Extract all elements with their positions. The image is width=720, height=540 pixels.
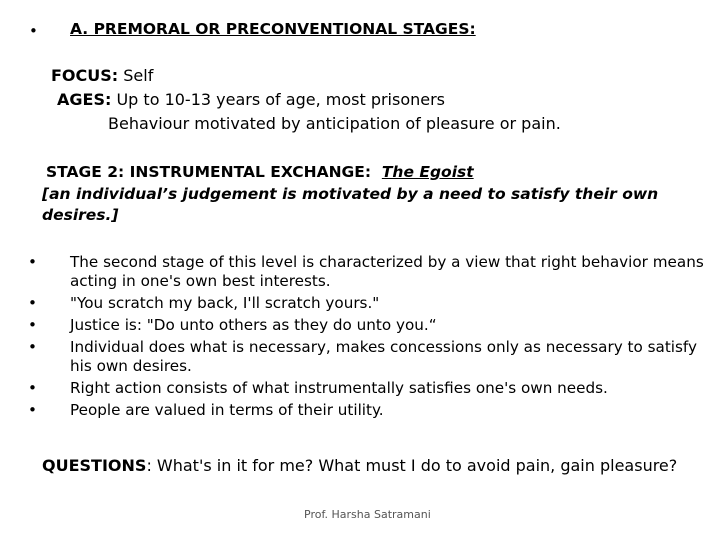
questions-line: [42, 456, 677, 475]
bullet-dot: •: [28, 338, 37, 356]
ages-value: Up to 10-13 years of age, most prisoners: [111, 90, 446, 109]
stage-note-line-2: desires.]: [42, 206, 119, 224]
list-item: • Justice is: "Do unto others as they do unto you.“: [28, 316, 437, 334]
list-item: • Individual does what is necessary, makes concessions only as necessary to satisfy his own desires.: [28, 338, 697, 375]
bullet-dot: •: [28, 294, 37, 312]
focus-value: Self: [118, 66, 154, 85]
questions-label: QUESTIONS: [42, 456, 147, 475]
behaviour-line: Behaviour motivated by anticipation of pleasure or pain.: [108, 114, 561, 133]
bullet-dot: •: [28, 253, 37, 271]
list-item: • The second stage of this level is characterized by a view that right behavior means acting in one's own best interests.: [28, 253, 704, 290]
list-item: • Right action consists of what instrumentally satisfies one's own needs.: [28, 379, 608, 397]
footer-author: Prof. Harsha Satramani: [304, 508, 431, 521]
ages-line: [57, 90, 445, 109]
bullet-dot: •: [28, 401, 37, 419]
focus-label: FOCUS:: [51, 66, 119, 85]
stage-label: STAGE 2: INSTRUMENTAL EXCHANGE:: [46, 163, 372, 181]
heading-bullet: •: [29, 22, 38, 40]
list-item: • People are valued in terms of their utility.: [28, 401, 384, 419]
ages-label: AGES:: [57, 90, 112, 109]
stage-heading: [46, 163, 474, 181]
stage-name: The Egoist: [381, 163, 474, 181]
questions-text: : What's in it for me? What must I do to avoid pain, gain pleasure?: [146, 456, 678, 475]
stage-note-line-1: [an individual’s judgement is motivated by a need to satisfy their own: [42, 185, 659, 203]
focus-line: [51, 66, 153, 85]
list-item: • "You scratch my back, I'll scratch yours.": [28, 294, 380, 312]
slide-title: A. PREMORAL OR PRECONVENTIONAL STAGES:: [70, 20, 476, 38]
bullet-dot: •: [28, 316, 37, 334]
bullet-dot: •: [28, 379, 37, 397]
stage-bullet-list: [28, 253, 708, 423]
